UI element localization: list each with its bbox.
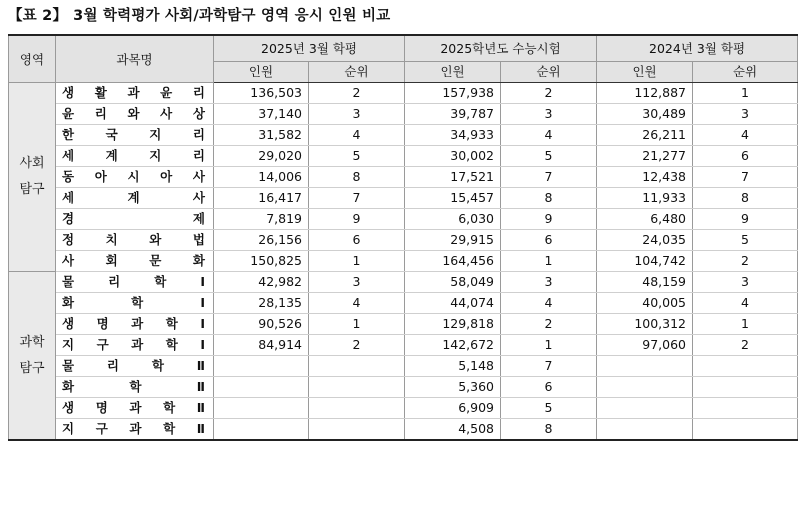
count-2025-march: [214, 398, 309, 419]
subject-name: [56, 188, 214, 209]
rank-2025-march: [309, 377, 405, 398]
rank-2025-csat: 1: [501, 251, 597, 272]
rank-2024-march: 1: [693, 83, 798, 104]
subject-name: [56, 419, 214, 441]
rank-2025-csat: 3: [501, 272, 597, 293]
rank-2024-march: 4: [693, 125, 798, 146]
rank-2025-csat: 4: [501, 293, 597, 314]
table-row: [9, 293, 798, 314]
area-label-line: 과학: [19, 334, 45, 350]
rank-2025-march: 6: [309, 230, 405, 251]
rank-2025-march: [309, 356, 405, 377]
subject-char: 과: [127, 85, 140, 100]
subject-char: 아: [94, 169, 107, 184]
count-2025-csat: 5,360: [405, 377, 501, 398]
subject-name-chars: [62, 419, 205, 439]
count-2025-march: 42,982: [214, 272, 309, 293]
header-count: 인원: [405, 62, 501, 83]
subject-char: 리: [192, 148, 205, 163]
subject-char: 경: [62, 211, 75, 226]
header-group-2025-march: 2025년 3월 학평: [214, 35, 405, 62]
subject-name: [56, 167, 214, 188]
rank-2024-march: [693, 398, 798, 419]
subject-name: [56, 83, 214, 104]
subject-name: [56, 104, 214, 125]
count-2025-csat: 39,787: [405, 104, 501, 125]
comparison-table: [8, 34, 798, 441]
subject-char: 지: [149, 127, 162, 142]
count-2024-march: 12,438: [597, 167, 693, 188]
subject-char: Ⅰ: [200, 316, 205, 331]
header-group-2024-march: 2024년 3월 학평: [597, 35, 798, 62]
subject-char: 지: [149, 148, 162, 163]
rank-2025-march: [309, 419, 405, 441]
subject-char: 와: [127, 106, 140, 121]
count-2025-march: 136,503: [214, 83, 309, 104]
rank-2025-csat: 1: [501, 335, 597, 356]
subject-name: [56, 293, 214, 314]
header-row-groups: [9, 35, 798, 62]
subject-char: 과: [129, 400, 142, 415]
document-title: [8, 2, 390, 30]
count-2025-march: 29,020: [214, 146, 309, 167]
subject-char: 사: [160, 106, 173, 121]
subject-char: 학: [163, 400, 176, 415]
subject-name-chars: [62, 209, 205, 229]
subject-char: 리: [192, 85, 205, 100]
table-row: [9, 377, 798, 398]
subject-name: [56, 251, 214, 272]
subject-name-chars: [62, 230, 205, 250]
subject-char: 와: [149, 232, 162, 247]
count-2024-march: [597, 398, 693, 419]
science-group: [9, 272, 798, 441]
table-row: [9, 125, 798, 146]
subject-char: 문: [149, 253, 162, 268]
count-2025-march: 14,006: [214, 167, 309, 188]
rank-2025-csat: 2: [501, 314, 597, 335]
count-2025-csat: 164,456: [405, 251, 501, 272]
subject-name-chars: [62, 377, 205, 397]
table-row: [9, 209, 798, 230]
count-2025-march: 7,819: [214, 209, 309, 230]
subject-char: 화: [62, 295, 75, 310]
rank-2025-march: 8: [309, 167, 405, 188]
subject-char: 시: [127, 169, 140, 184]
count-2025-csat: 30,002: [405, 146, 501, 167]
subject-name: [56, 377, 214, 398]
count-2024-march: 21,277: [597, 146, 693, 167]
rank-2024-march: 3: [693, 104, 798, 125]
count-2025-march: 26,156: [214, 230, 309, 251]
count-2025-march: [214, 419, 309, 441]
count-2024-march: 100,312: [597, 314, 693, 335]
subject-name: [56, 272, 214, 293]
count-2025-march: 28,135: [214, 293, 309, 314]
count-2025-csat: 4,508: [405, 419, 501, 441]
subject-char: 지: [62, 421, 75, 436]
count-2025-march: 150,825: [214, 251, 309, 272]
count-2025-csat: 17,521: [405, 167, 501, 188]
subject-char: Ⅰ: [200, 295, 205, 310]
table-row: [9, 272, 798, 293]
subject-char: 화: [62, 379, 75, 394]
subject-char: 정: [62, 232, 75, 247]
rank-2024-march: [693, 419, 798, 441]
rank-2025-march: 9: [309, 209, 405, 230]
rank-2025-csat: 7: [501, 167, 597, 188]
count-2024-march: [597, 377, 693, 398]
subject-char: 윤: [62, 106, 75, 121]
rank-2024-march: 4: [693, 293, 798, 314]
subject-char: 화: [192, 253, 205, 268]
subject-name-chars: [62, 314, 205, 334]
count-2024-march: [597, 356, 693, 377]
rank-2024-march: [693, 356, 798, 377]
subject-char: 리: [106, 358, 119, 373]
table-row: [9, 188, 798, 209]
subject-char: 학: [131, 295, 144, 310]
rank-2025-csat: 7: [501, 356, 597, 377]
subject-char: Ⅱ: [196, 379, 205, 394]
subject-char: 회: [105, 253, 118, 268]
subject-char: 윤: [160, 85, 173, 100]
subject-char: Ⅱ: [196, 421, 205, 436]
count-2024-march: 104,742: [597, 251, 693, 272]
subject-name-chars: [62, 167, 205, 187]
count-2025-csat: 6,030: [405, 209, 501, 230]
count-2025-csat: 29,915: [405, 230, 501, 251]
subject-char: 과: [131, 316, 144, 331]
rank-2025-csat: 8: [501, 188, 597, 209]
count-2025-csat: 34,933: [405, 125, 501, 146]
subject-char: 법: [192, 232, 205, 247]
subject-char: 학: [151, 358, 164, 373]
rank-2024-march: 9: [693, 209, 798, 230]
count-2025-csat: 142,672: [405, 335, 501, 356]
rank-2025-march: 3: [309, 272, 405, 293]
subject-char: 구: [96, 337, 109, 352]
table-row: [9, 83, 798, 104]
count-2025-csat: 44,074: [405, 293, 501, 314]
subject-char: 제: [192, 211, 205, 226]
subject-name: [56, 398, 214, 419]
rank-2024-march: 1: [693, 314, 798, 335]
header-group-2025-csat: 2025학년도 수능시험: [405, 35, 597, 62]
header-count: 인원: [214, 62, 309, 83]
rank-2024-march: 2: [693, 335, 798, 356]
count-2024-march: 48,159: [597, 272, 693, 293]
subject-char: 명: [95, 400, 108, 415]
subject-char: 사: [62, 253, 75, 268]
subject-char: 구: [95, 421, 108, 436]
subject-char: 리: [108, 274, 121, 289]
subject-char: 치: [105, 232, 118, 247]
subject-name: [56, 230, 214, 251]
area-label-line: 탐구: [19, 182, 45, 197]
rank-2024-march: 5: [693, 230, 798, 251]
subject-char: 리: [94, 106, 107, 121]
rank-2025-march: 1: [309, 314, 405, 335]
subject-char: Ⅱ: [196, 358, 205, 373]
count-2025-march: 31,582: [214, 125, 309, 146]
subject-char: Ⅱ: [196, 400, 205, 415]
header-rank: 순위: [501, 62, 597, 83]
subject-name-chars: [62, 104, 205, 124]
subject-char: 아: [160, 169, 173, 184]
rank-2024-march: 8: [693, 188, 798, 209]
count-2025-march: [214, 377, 309, 398]
table-row: [9, 314, 798, 335]
subject-char: 생: [62, 316, 75, 331]
subject-char: 동: [62, 169, 75, 184]
rank-2024-march: [693, 377, 798, 398]
rank-2024-march: 3: [693, 272, 798, 293]
count-2025-csat: 5,148: [405, 356, 501, 377]
rank-2025-csat: 3: [501, 104, 597, 125]
rank-2025-march: 5: [309, 146, 405, 167]
header-rank: 순위: [693, 62, 798, 83]
header-subject: 과목명: [56, 35, 214, 83]
table-row: [9, 146, 798, 167]
subject-char: 학: [165, 316, 178, 331]
count-2025-march: 16,417: [214, 188, 309, 209]
subject-name: [56, 209, 214, 230]
rank-2025-csat: 6: [501, 230, 597, 251]
subject-char: 과: [131, 337, 144, 352]
rank-2025-march: 4: [309, 293, 405, 314]
subject-char: 과: [129, 421, 142, 436]
count-2024-march: 24,035: [597, 230, 693, 251]
table-row: [9, 104, 798, 125]
table-row: [9, 251, 798, 272]
table-row: [9, 335, 798, 356]
rank-2025-csat: 5: [501, 398, 597, 419]
count-2025-march: 84,914: [214, 335, 309, 356]
subject-char: 사: [192, 190, 205, 205]
area-label-line: 사회: [19, 156, 45, 171]
count-2024-march: 6,480: [597, 209, 693, 230]
area-label-line: 탐구: [19, 360, 45, 376]
rank-2025-march: [309, 398, 405, 419]
subject-char: 학: [129, 379, 142, 394]
subject-char: 국: [105, 127, 118, 142]
rank-2025-march: 1: [309, 251, 405, 272]
subject-char: 생: [62, 400, 75, 415]
subject-char: 학: [165, 337, 178, 352]
subject-char: Ⅰ: [200, 274, 205, 289]
area-label: [9, 83, 56, 272]
area-label: [9, 272, 56, 441]
subject-char: 지: [62, 337, 75, 352]
rank-2025-csat: 9: [501, 209, 597, 230]
table-row: [9, 419, 798, 441]
subject-name-chars: [62, 398, 205, 418]
count-2025-march: 37,140: [214, 104, 309, 125]
subject-char: 생: [62, 85, 75, 100]
subject-char: 학: [154, 274, 167, 289]
subject-name-chars: [62, 251, 205, 271]
count-2024-march: 26,211: [597, 125, 693, 146]
subject-char: 세: [62, 148, 75, 163]
subject-char: 계: [105, 148, 118, 163]
table-number: 【표 2】: [8, 8, 68, 24]
rank-2024-march: 2: [693, 251, 798, 272]
count-2024-march: [597, 419, 693, 441]
header-area: 영역: [9, 35, 56, 83]
rank-2025-csat: 4: [501, 125, 597, 146]
table-caption: 3월 학력평가 사회/과학탐구 영역 응시 인원 비교: [73, 8, 391, 24]
count-2024-march: 30,489: [597, 104, 693, 125]
subject-name-chars: [62, 356, 205, 376]
table-row: [9, 230, 798, 251]
subject-char: Ⅰ: [200, 337, 205, 352]
header-rank: 순위: [309, 62, 405, 83]
count-2024-march: 40,005: [597, 293, 693, 314]
count-2025-csat: 15,457: [405, 188, 501, 209]
table-row: [9, 398, 798, 419]
table-row: [9, 167, 798, 188]
rank-2025-march: 3: [309, 104, 405, 125]
rank-2025-csat: 8: [501, 419, 597, 441]
rank-2025-csat: 5: [501, 146, 597, 167]
count-2024-march: 11,933: [597, 188, 693, 209]
subject-char: 한: [62, 127, 75, 142]
subject-char: 물: [62, 274, 75, 289]
subject-name: [56, 314, 214, 335]
rank-2025-csat: 6: [501, 377, 597, 398]
rank-2024-march: 7: [693, 167, 798, 188]
count-2025-march: 90,526: [214, 314, 309, 335]
count-2025-march: [214, 356, 309, 377]
social-studies-group: [9, 83, 798, 272]
count-2025-csat: 58,049: [405, 272, 501, 293]
subject-char: 상: [192, 106, 205, 121]
header-count: 인원: [597, 62, 693, 83]
subject-name: [56, 146, 214, 167]
count-2024-march: 97,060: [597, 335, 693, 356]
subject-name-chars: [62, 83, 205, 103]
subject-name-chars: [62, 188, 205, 208]
subject-name-chars: [62, 293, 205, 313]
count-2025-csat: 129,818: [405, 314, 501, 335]
table-row: [9, 356, 798, 377]
rank-2025-march: 2: [309, 335, 405, 356]
subject-char: 사: [192, 169, 205, 184]
rank-2025-march: 4: [309, 125, 405, 146]
subject-char: 세: [62, 190, 75, 205]
subject-char: 활: [94, 85, 107, 100]
rank-2025-csat: 2: [501, 83, 597, 104]
subject-name-chars: [62, 146, 205, 166]
subject-name: [56, 335, 214, 356]
subject-char: 물: [62, 358, 75, 373]
subject-name: [56, 125, 214, 146]
subject-name: [56, 356, 214, 377]
subject-name-chars: [62, 125, 205, 145]
rank-2024-march: 6: [693, 146, 798, 167]
rank-2025-march: 2: [309, 83, 405, 104]
subject-name-chars: [62, 272, 205, 292]
rank-2025-march: 7: [309, 188, 405, 209]
subject-char: 리: [192, 127, 205, 142]
count-2025-csat: 6,909: [405, 398, 501, 419]
count-2025-csat: 157,938: [405, 83, 501, 104]
subject-char: 명: [96, 316, 109, 331]
subject-char: 계: [127, 190, 140, 205]
subject-name-chars: [62, 335, 205, 355]
subject-char: 학: [163, 421, 176, 436]
count-2024-march: 112,887: [597, 83, 693, 104]
